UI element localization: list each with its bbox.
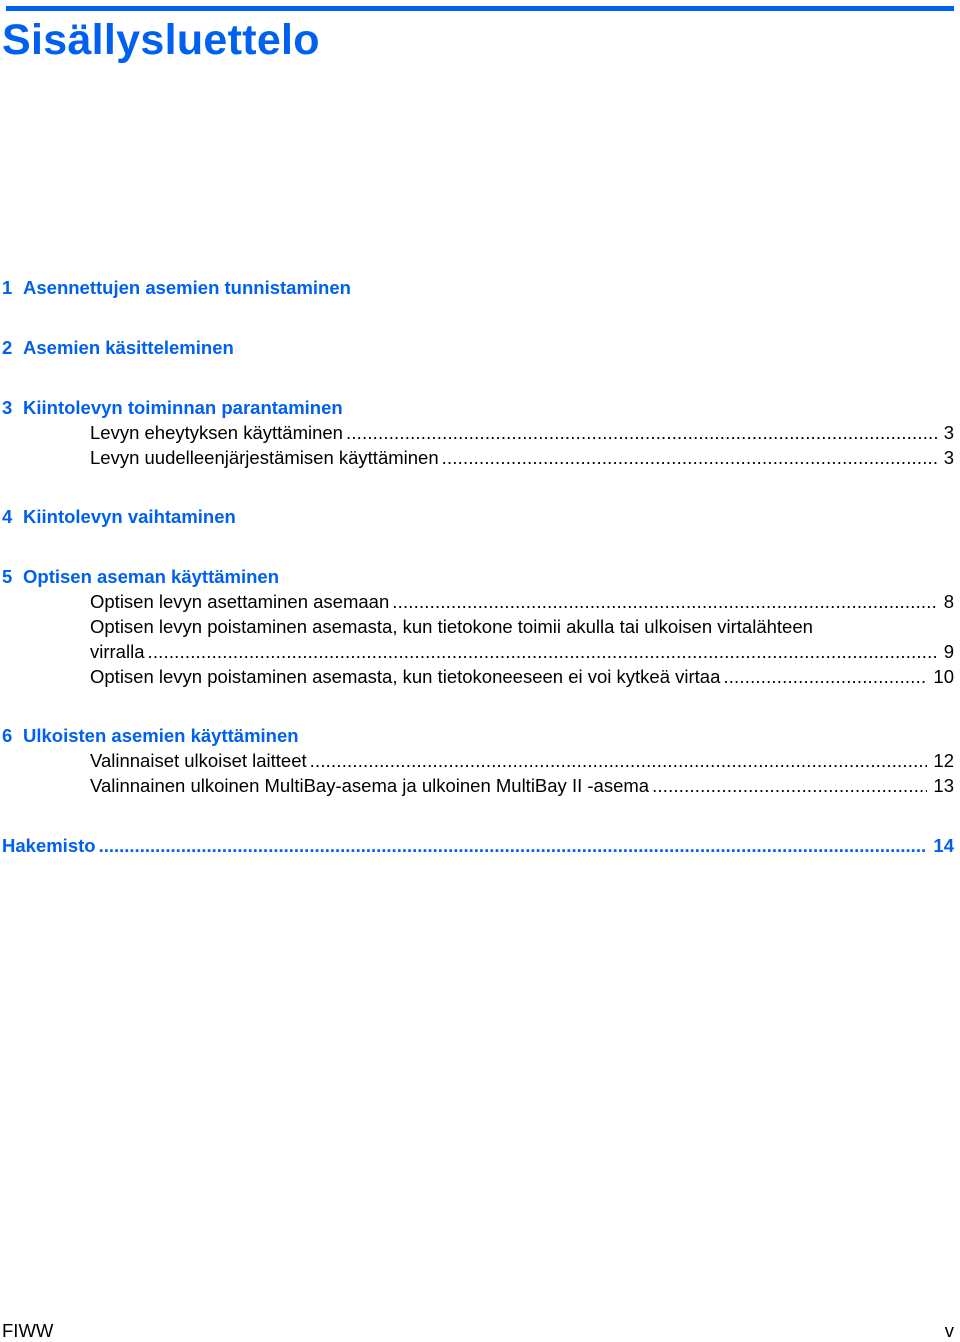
chapter-title: Asemien käsitteleminen — [23, 337, 234, 358]
chapter-title: Kiintolevyn vaihtaminen — [23, 506, 236, 527]
dot-leader — [723, 666, 927, 688]
entry-title: Optisen levyn poistaminen asemasta, kun tietokoneeseen ei voi kytkeä virtaa — [90, 666, 721, 687]
chapter-title: Asennettujen asemien tunnistaminen — [23, 277, 351, 298]
entry-page: 12 — [933, 750, 954, 771]
toc-chapter-6[interactable] — [2, 725, 299, 747]
footer-locale: FIWW — [2, 1320, 54, 1341]
entry-page: 10 — [933, 666, 954, 687]
toc-entry[interactable] — [90, 641, 954, 663]
toc-chapter-2[interactable] — [2, 337, 234, 359]
dot-leader — [346, 422, 938, 444]
chapter-number: 5 — [2, 566, 13, 587]
entry-title-line2: virralla — [90, 641, 145, 662]
entry-title: Valinnaiset ulkoiset laitteet — [90, 750, 307, 771]
entry-title: Valinnainen ulkoinen MultiBay-asema ja ulkoinen MultiBay II -asema — [90, 775, 650, 796]
chapter-title: Optisen aseman käyttäminen — [23, 566, 280, 587]
entry-page: 3 — [943, 422, 954, 443]
toc-entry[interactable] — [90, 422, 954, 444]
entry-page: 9 — [943, 641, 954, 662]
dot-leader — [392, 591, 937, 613]
header-rule — [6, 6, 954, 11]
chapter-number: 1 — [2, 277, 13, 298]
toc-chapter-4[interactable] — [2, 506, 236, 528]
entry-title: Levyn uudelleenjärjestämisen käyttäminen — [90, 447, 439, 468]
entry-title-line1[interactable]: Optisen levyn poistaminen asemasta, kun tietokone toimii akulla tai ulkoisen virtalähteen — [90, 616, 813, 637]
chapter-number: 2 — [2, 337, 13, 358]
entry-page: 8 — [943, 591, 954, 612]
index-page: 14 — [933, 835, 954, 856]
toc-chapter-3[interactable] — [2, 397, 343, 419]
chapter-number: 6 — [2, 725, 13, 746]
chapter-title: Kiintolevyn toiminnan parantaminen — [23, 397, 343, 418]
dot-leader — [442, 447, 938, 469]
toc-entry[interactable] — [90, 591, 954, 613]
dot-leader — [652, 775, 927, 797]
chapter-number: 4 — [2, 506, 13, 527]
chapter-title: Ulkoisten asemien käyttäminen — [23, 725, 299, 746]
dot-leader — [147, 641, 937, 663]
toc-entry[interactable] — [90, 750, 954, 772]
entry-title: Levyn eheytyksen käyttäminen — [90, 422, 343, 443]
page-title: Sisällysluettelo — [2, 16, 320, 64]
index-title: Hakemisto — [2, 835, 96, 856]
toc-entry[interactable] — [90, 775, 954, 797]
toc-chapter-1[interactable] — [2, 277, 351, 299]
dot-leader — [310, 750, 928, 772]
entry-title: Optisen levyn asettaminen asemaan — [90, 591, 390, 612]
chapter-number: 3 — [2, 397, 13, 418]
toc-entry[interactable] — [90, 666, 954, 688]
dot-leader — [99, 835, 928, 857]
toc-entry[interactable] — [90, 447, 954, 469]
toc-chapter-5[interactable] — [2, 566, 279, 588]
footer-page-number: v — [944, 1320, 954, 1341]
toc-index[interactable] — [2, 835, 954, 857]
entry-page: 3 — [943, 447, 954, 468]
entry-page: 13 — [933, 775, 954, 796]
